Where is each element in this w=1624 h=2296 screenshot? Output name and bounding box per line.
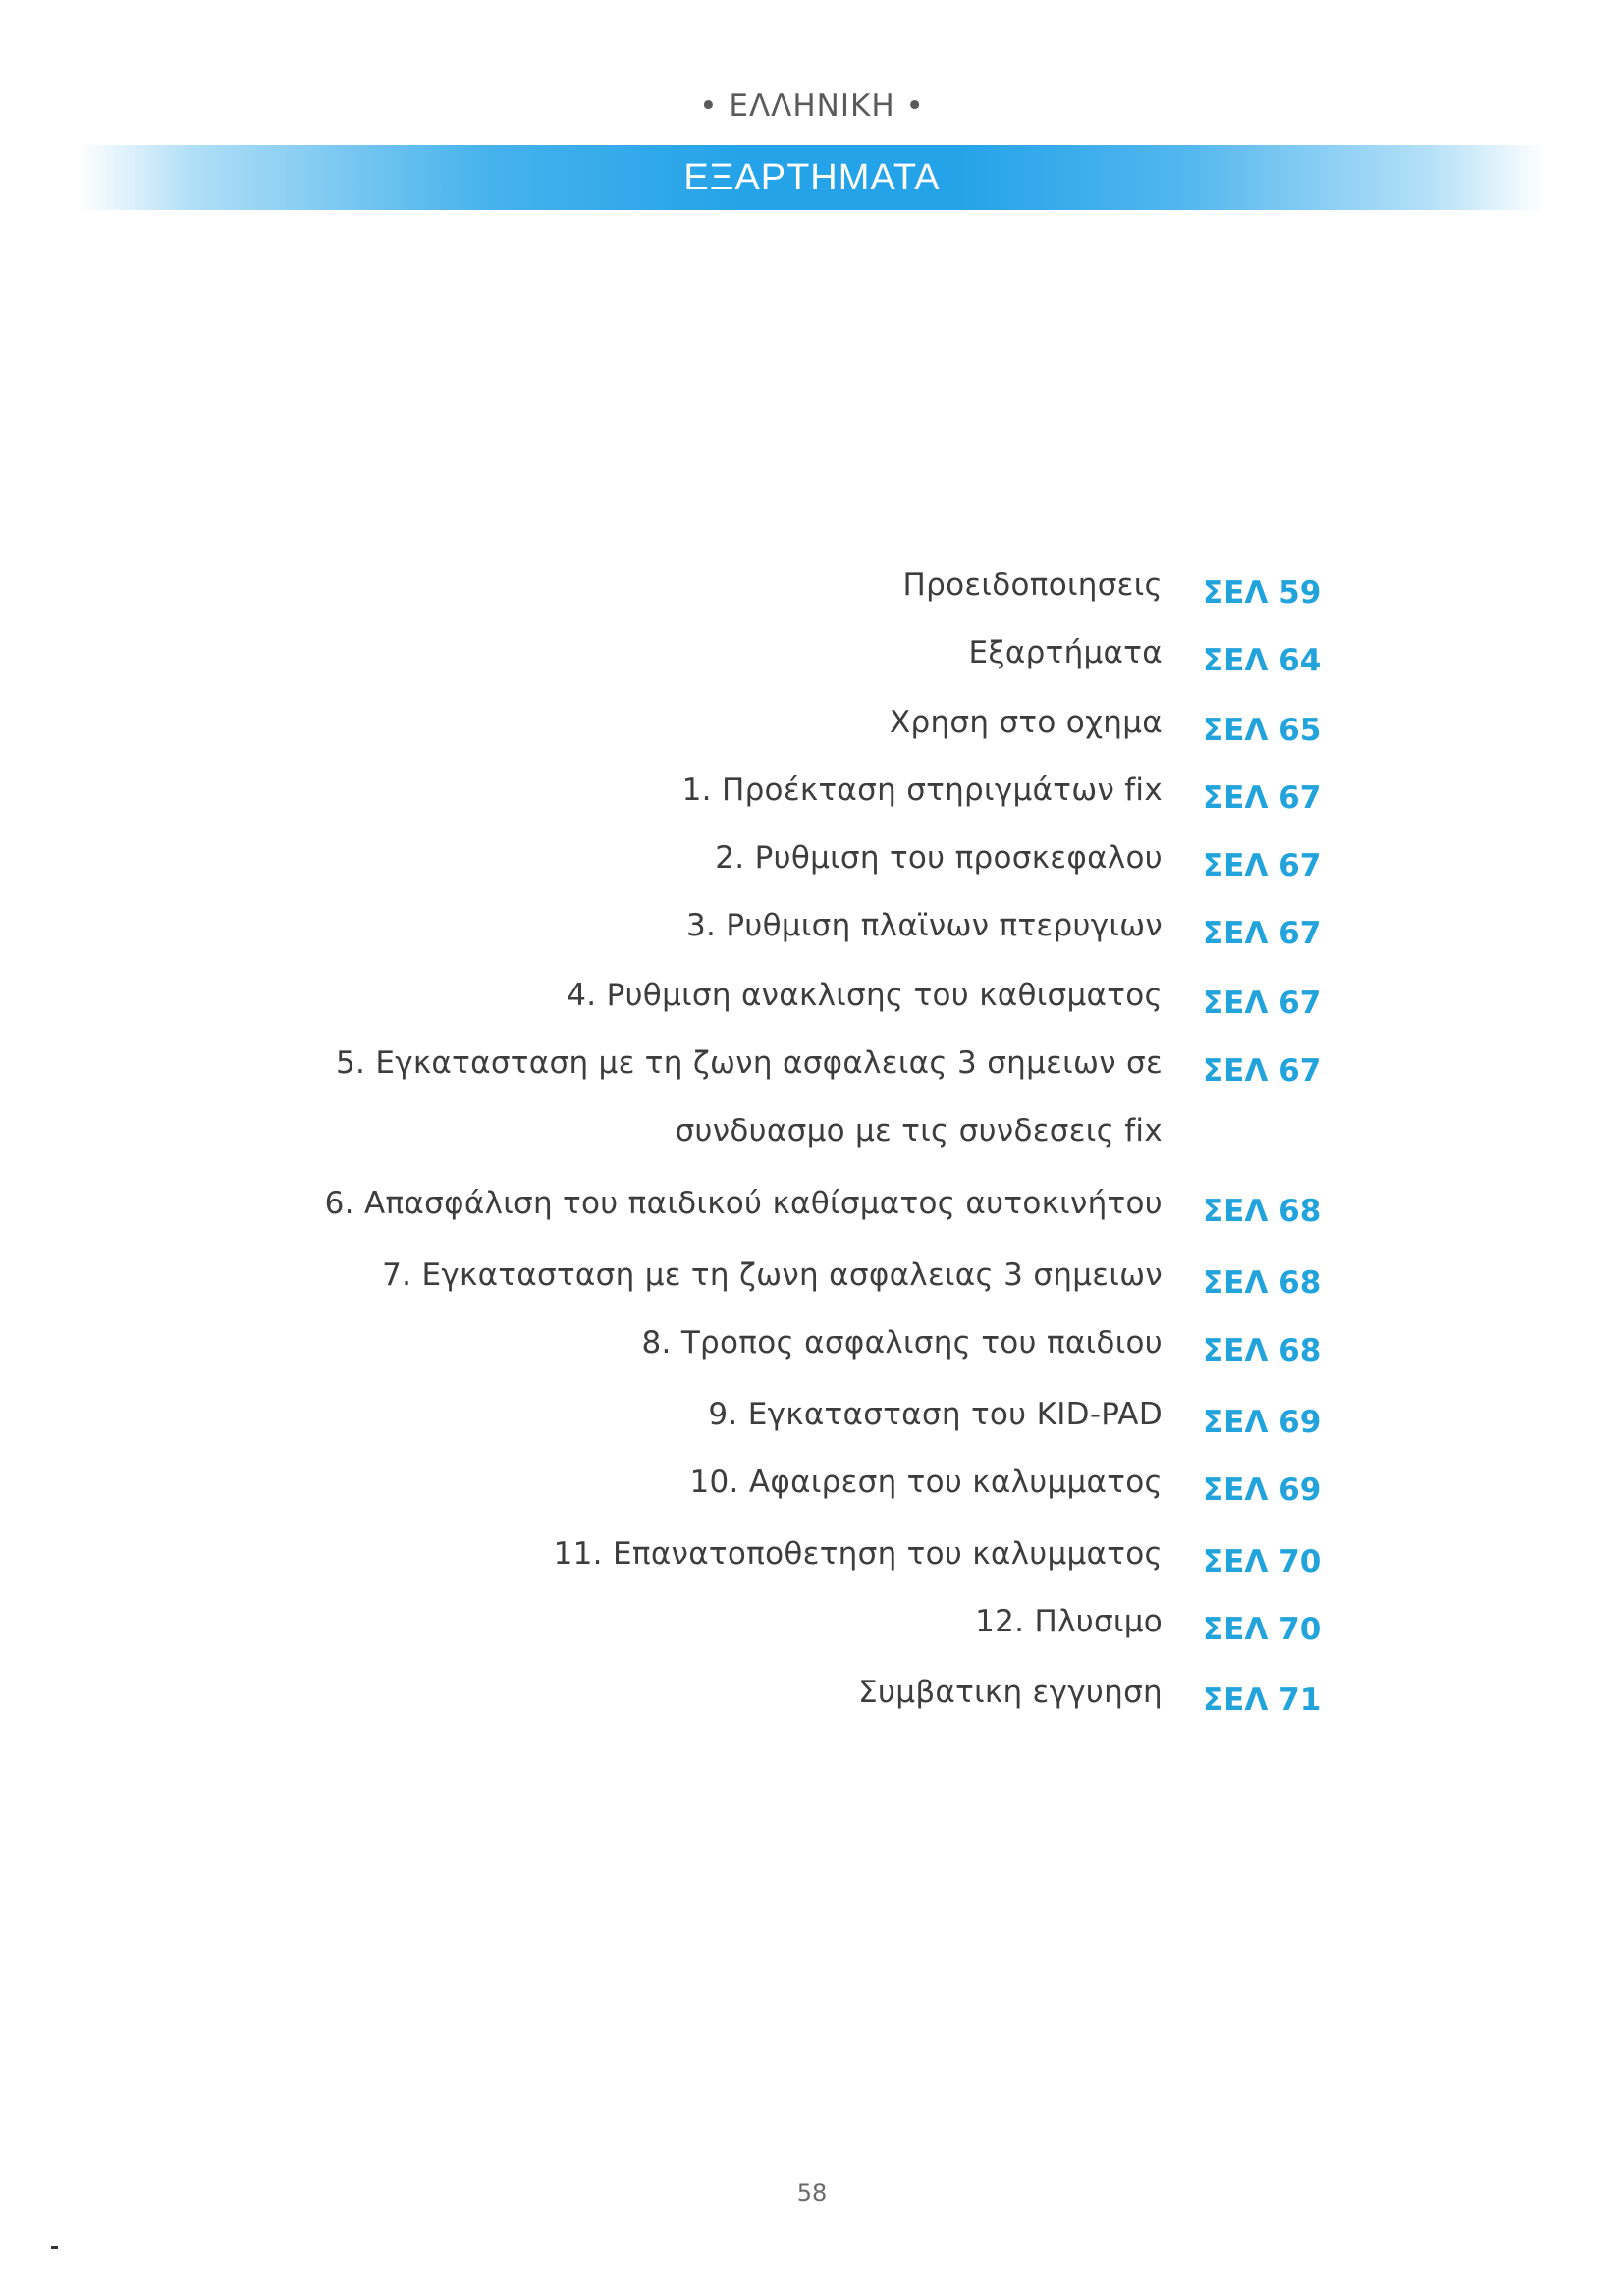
toc-entry[interactable] xyxy=(0,705,1624,752)
toc-entry[interactable] xyxy=(0,1257,1624,1305)
toc-entry-page: ΣΕΛ 64 xyxy=(1203,643,1322,678)
toc-entry-title: συνδυασμο με τις συνδεσεις fix xyxy=(675,1113,1163,1148)
toc-entry-title: 7. Εγκατασταση με τη ζωνη ασφαλειας 3 σημειων xyxy=(382,1257,1163,1293)
toc-entry-page: ΣΕΛ 68 xyxy=(1203,1333,1322,1368)
toc-entry[interactable] xyxy=(0,1325,1624,1372)
toc-entry[interactable] xyxy=(0,1604,1624,1651)
toc-entry-title: Προειδοποιησεις xyxy=(902,567,1163,603)
toc-entry-page: ΣΕΛ 65 xyxy=(1203,713,1322,748)
section-banner xyxy=(79,145,1545,210)
toc-entry[interactable] xyxy=(0,1186,1624,1233)
toc-entry-page: ΣΕΛ 59 xyxy=(1203,575,1322,611)
toc-entry-title: 6. Απασφάλιση του παιδικού καθίσματος αυτοκινήτου xyxy=(324,1186,1163,1221)
toc-entry[interactable] xyxy=(0,773,1624,820)
toc-entry[interactable] xyxy=(0,1045,1624,1093)
toc-entry-page: ΣΕΛ 69 xyxy=(1203,1405,1322,1440)
toc-entry-title: Συμβατικη εγγυηση xyxy=(858,1675,1163,1710)
toc-entry[interactable] xyxy=(0,1397,1624,1444)
toc-entry-page: ΣΕΛ 67 xyxy=(1203,1053,1322,1089)
toc-entry-title: 8. Τροπος ασφαλισης του παιδιου xyxy=(641,1325,1163,1361)
toc-entry-title: Εξαρτήματα xyxy=(968,635,1163,670)
toc-entry[interactable] xyxy=(0,567,1624,614)
toc-entry-page: ΣΕΛ 67 xyxy=(1203,986,1322,1021)
toc-entry-title: 4. Ρυθμιση ανακλισης του καθισματος xyxy=(567,978,1163,1013)
section-title: ΕΞΑΡΤΗΜΑΤΑ xyxy=(683,157,941,198)
toc-entry-title: Χρηση στο οχημα xyxy=(889,705,1163,740)
toc-entry-page: ΣΕΛ 67 xyxy=(1203,916,1322,951)
language-label: • ΕΛΛΗΝΙΚΗ • xyxy=(699,88,925,124)
toc-entry-continuation xyxy=(0,1113,1624,1160)
toc-entry-title: 12. Πλυσιμο xyxy=(975,1604,1163,1639)
toc-entry[interactable] xyxy=(0,840,1624,887)
toc-entry[interactable] xyxy=(0,635,1624,682)
toc-entry-title: 1. Προέκταση στηριγμάτων fix xyxy=(681,773,1163,808)
toc-entry-page: ΣΕΛ 68 xyxy=(1203,1265,1322,1301)
toc-entry-page: ΣΕΛ 71 xyxy=(1203,1682,1322,1718)
page-number: 58 xyxy=(796,2179,828,2207)
toc-entry-page: ΣΕΛ 70 xyxy=(1203,1544,1322,1579)
toc-entry-page: ΣΕΛ 68 xyxy=(1203,1194,1322,1229)
toc-entry-title: 11. Επανατοποθετηση του καλυμματος xyxy=(553,1536,1163,1572)
corner-mark xyxy=(51,2246,58,2249)
toc-entry-page: ΣΕΛ 69 xyxy=(1203,1472,1322,1508)
toc-entry-title: 9. Εγκατασταση του KID-PAD xyxy=(708,1397,1163,1432)
toc-entry-title: 3. Ρυθμιση πλαϊνων πτερυγιων xyxy=(686,908,1163,943)
toc-entry-title: 5. Εγκατασταση με τη ζωνη ασφαλειας 3 σημειων σε xyxy=(335,1045,1163,1081)
toc-entry-page: ΣΕΛ 67 xyxy=(1203,848,1322,883)
toc-entry-title: 2. Ρυθμιση του προσκεφαλου xyxy=(715,840,1163,876)
toc-entry[interactable] xyxy=(0,1675,1624,1722)
toc-entry-title: 10. Αφαιρεση του καλυμματος xyxy=(689,1465,1163,1500)
toc-entry[interactable] xyxy=(0,978,1624,1025)
toc-entry[interactable] xyxy=(0,1465,1624,1512)
toc-entry[interactable] xyxy=(0,1536,1624,1583)
toc-entry-page: ΣΕΛ 70 xyxy=(1203,1612,1322,1647)
toc-entry-page: ΣΕΛ 67 xyxy=(1203,780,1322,816)
toc-entry[interactable] xyxy=(0,908,1624,955)
